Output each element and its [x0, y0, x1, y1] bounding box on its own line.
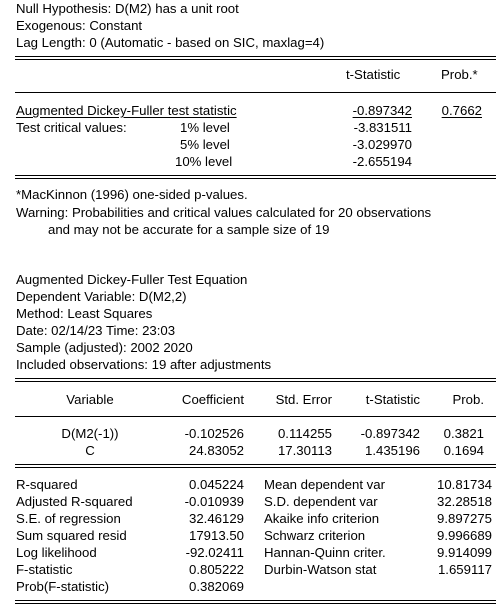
stat-label: Log likelihood: [16, 545, 97, 560]
level-label: 5% level: [180, 137, 230, 152]
null-hypothesis: Null Hypothesis: D(M2) has a unit root: [16, 1, 239, 16]
dependent-variable: Dependent Variable: D(M2,2): [16, 289, 187, 304]
coef-variable: C: [85, 443, 95, 458]
mackinnon-note: *MacKinnon (1996) one-sided p-values.: [16, 187, 248, 202]
stat-label: Adjusted R-squared: [16, 494, 133, 509]
stat-value: -0.010939: [184, 494, 244, 509]
rule: [15, 59, 496, 60]
coef-value: -0.102526: [184, 426, 244, 441]
rule: [15, 600, 496, 601]
lag-length: Lag Length: 0 (Automatic - based on SIC, maxlag=4): [16, 35, 325, 50]
stat-label: R-squared: [16, 477, 78, 492]
coef-prob: 0.3821: [443, 426, 484, 441]
rule: [15, 381, 496, 382]
coef-variable: D(M2(-1)): [61, 426, 119, 441]
critical-label: Test critical values:: [16, 120, 127, 135]
stat-value: 9.914099: [436, 545, 492, 560]
date-time: Date: 02/14/23 Time: 23:03: [16, 323, 176, 338]
coef-t-statistic: -0.897342: [360, 426, 420, 441]
col-header-std-error: Std. Error: [275, 392, 332, 407]
adf-tstat: -0.897342: [352, 103, 412, 118]
stat-value: 10.81734: [436, 477, 492, 492]
rule: [15, 56, 496, 57]
rule: [15, 175, 496, 176]
col-header-variable: Variable: [66, 392, 114, 407]
rule: [15, 416, 496, 417]
rule: [15, 464, 496, 465]
stat-label: S.D. dependent var: [264, 494, 378, 509]
coef-std-error: 0.114255: [277, 426, 332, 441]
stat-value: 32.28518: [436, 494, 492, 509]
rule: [15, 178, 496, 179]
stat-label: F-statistic: [16, 562, 73, 577]
level-value: -3.029970: [352, 137, 412, 152]
stat-label: Durbin-Watson stat: [264, 562, 377, 577]
stat-value: 0.045224: [188, 477, 244, 492]
col-header-t-statistic: t-Statistic: [365, 392, 420, 407]
col-header-coefficient: Coefficient: [181, 392, 244, 407]
coef-value: 24.83052: [188, 443, 244, 458]
stat-value: 0.805222: [188, 562, 244, 577]
stat-label: Mean dependent var: [264, 477, 385, 492]
stat-value: 17913.50: [188, 528, 244, 543]
stat-value: -92.02411: [185, 545, 244, 560]
sample: Sample (adjusted): 2002 2020: [16, 340, 193, 355]
rule: [15, 378, 496, 379]
rule: [15, 467, 496, 468]
col-header-prob: Prob.: [452, 392, 484, 407]
warning-line-2: and may not be accurate for a sample size of 19: [48, 222, 330, 237]
level-value: -2.655194: [352, 154, 412, 169]
stat-label: Hannan-Quinn criter.: [264, 545, 386, 560]
level-value: -3.831511: [353, 120, 412, 135]
stat-label: Prob(F-statistic): [16, 579, 110, 594]
level-label: 1% level: [180, 120, 230, 135]
method: Method: Least Squares: [16, 306, 153, 321]
stat-value: 32.46129: [188, 511, 244, 526]
warning-line-1: Warning: Probabilities and critical values calculated for 20 observations: [16, 205, 432, 220]
stat-label: Sum squared resid: [16, 528, 127, 543]
col-header-tstat: t-Statistic: [346, 67, 401, 82]
stat-value: 0.382069: [188, 579, 244, 594]
coef-prob: 0.1694: [443, 443, 484, 458]
rule: [15, 92, 496, 93]
coef-t-statistic: 1.435196: [364, 443, 420, 458]
equation-title: Augmented Dickey-Fuller Test Equation: [16, 272, 248, 287]
stat-label: Akaike info criterion: [264, 511, 380, 526]
stat-label: Schwarz criterion: [264, 528, 366, 543]
adf-prob: 0.7662: [441, 103, 482, 118]
coef-std-error: 17.30113: [277, 443, 332, 458]
stat-label: S.E. of regression: [16, 511, 121, 526]
adf-label: Augmented Dickey-Fuller test statistic: [16, 103, 237, 118]
rule: [15, 603, 496, 604]
stat-value: 9.996689: [436, 528, 492, 543]
stat-value: 9.897275: [436, 511, 492, 526]
col-header-prob: Prob.*: [441, 67, 478, 82]
stat-value: 1.659117: [437, 562, 492, 577]
exogenous: Exogenous: Constant: [16, 18, 143, 33]
observations: Included observations: 19 after adjustments: [16, 357, 272, 372]
level-label: 10% level: [175, 154, 233, 169]
